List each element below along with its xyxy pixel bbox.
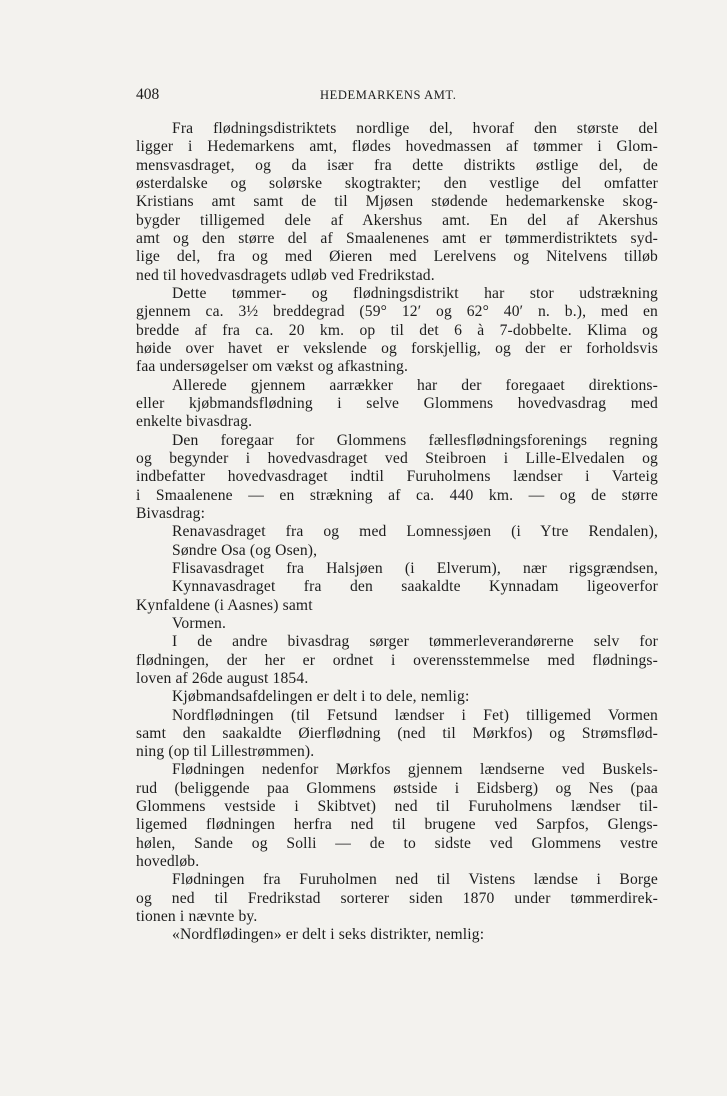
text-line: ligger i Hedemarkens amt, flødes hovedmassen af tømmer i Glom- xyxy=(136,138,658,156)
text-line: Bivasdrag: xyxy=(136,504,206,522)
text-line: Kynfaldene (i Aasnes) samt xyxy=(136,596,313,614)
text-line: i Smaalenene — en strækning af ca. 440 km. — og de større xyxy=(136,486,658,504)
text-line: I de andre bivasdrag sørger tømmerleverandørerne selv for xyxy=(172,633,658,651)
text-line: amt og den større del af Smaalenenes amt er tømmerdistriktets syd- xyxy=(136,229,658,247)
running-title: HEDEMARKENS AMT. xyxy=(320,88,457,102)
text-line: eller kjøbmandsflødning i selve Glommens hovedvasdrag med xyxy=(136,394,658,412)
text-line: Kristians amt samt de til Mjøsen stødende hedemarkenske skog- xyxy=(136,193,658,211)
text-line: Glommens vestside i Skibtvet) ned til Furuholmens lændser til- xyxy=(136,798,658,816)
text-line: ning (op til Lillestrømmen). xyxy=(136,743,315,761)
text-line: lige del, fra og med Øieren med Lerelvens og Nitelvens tilløb xyxy=(136,248,658,266)
text-line: og ned til Fredrikstad sorterer siden 1870 under tømmerdirek- xyxy=(136,889,658,907)
text-line: samt den saakaldte Øierflødning (ned til Mørkfos) og Strømsflød- xyxy=(136,724,658,742)
text-line: «Nordflødingen» er delt i seks distrikter, nemlig: xyxy=(172,926,485,944)
text-line: Kjøbmandsafdelingen er delt i to dele, nemlig: xyxy=(172,688,470,706)
text-line: Kynnavasdraget fra den saakaldte Kynnadam ligeoverfor xyxy=(172,578,658,596)
text-line: Flødningen fra Furuholmen ned til Vistens lændse i Borge xyxy=(172,871,658,889)
text-line: indbefatter hovedvasdraget indtil Furuholmens lændser i Varteig xyxy=(136,468,658,486)
text-line: ligemed flødningen herfra ned til brugene ved Sarpfos, Glengs- xyxy=(136,816,658,834)
text-line: Vormen. xyxy=(172,614,227,632)
text-line: rud (beliggende paa Glommens østside i Eidsberg) og Nes (paa xyxy=(136,779,658,797)
text-line: tionen i nævnte by. xyxy=(136,908,258,926)
body-text xyxy=(136,120,658,945)
text-line: østerdalske og solørske skogtrakter; den vestlige del omfatter xyxy=(136,174,658,192)
text-line: bredde af fra ca. 20 km. op til det 6 à 7-dobbelte. Klima og xyxy=(136,321,658,339)
text-line: Søndre Osa (og Osen), xyxy=(172,541,318,559)
text-line: Flisavasdraget fra Halsjøen (i Elverum), nær rigsgrændsen, xyxy=(172,559,658,577)
text-line: ned til hovedvasdragets udløb ved Fredrikstad. xyxy=(136,266,435,284)
text-line: gjennem ca. 3½ breddegrad (59° 12′ og 62° 40′ n. b.), med en xyxy=(136,303,658,321)
text-line: flødningen, der her er ordnet i overensstemmelse med flødnings- xyxy=(136,651,658,669)
text-line: loven af 26de august 1854. xyxy=(136,669,309,687)
text-line: og begynder i hovedvasdraget ved Steibroen i Lille-Elvedalen og xyxy=(136,449,658,467)
text-line: Flødningen nedenfor Mørkfos gjennem lændserne ved Buskels- xyxy=(172,761,658,779)
page-header xyxy=(136,86,636,108)
text-line: enkelte bivasdrag. xyxy=(136,413,253,431)
text-line: høide over havet er vekslende og forskjellig, og der er forholdsvis xyxy=(136,339,658,357)
text-line: mensvasdraget, og da især fra dette distrikts østlige del, de xyxy=(136,156,658,174)
text-line: Den foregaar for Glommens fællesflødningsforenings regning xyxy=(172,431,658,449)
text-line: bygder tilligemed dele af Akershus amt. En del af Akershus xyxy=(136,211,658,229)
text-line: Renavasdraget fra og med Lomnessjøen (i Ytre Rendalen), xyxy=(172,523,658,541)
text-line: Fra flødningsdistriktets nordlige del, hvoraf den største del xyxy=(172,120,658,137)
page-number: 408 xyxy=(136,86,160,103)
text-line: faa undersøgelser om vækst og afkastning. xyxy=(136,358,409,376)
text-line: Dette tømmer- og flødningsdistrikt har stor udstrækning xyxy=(172,284,658,302)
text-line: hølen, Sande og Solli — de to sidste ved Glommens vestre xyxy=(136,834,658,852)
text-line: Allerede gjennem aarrækker har der foregaaet direktions- xyxy=(172,376,658,394)
text-line: Nordflødningen (til Fetsund lændser i Fet) tilligemed Vormen xyxy=(172,706,658,724)
text-line: hovedløb. xyxy=(136,853,200,871)
